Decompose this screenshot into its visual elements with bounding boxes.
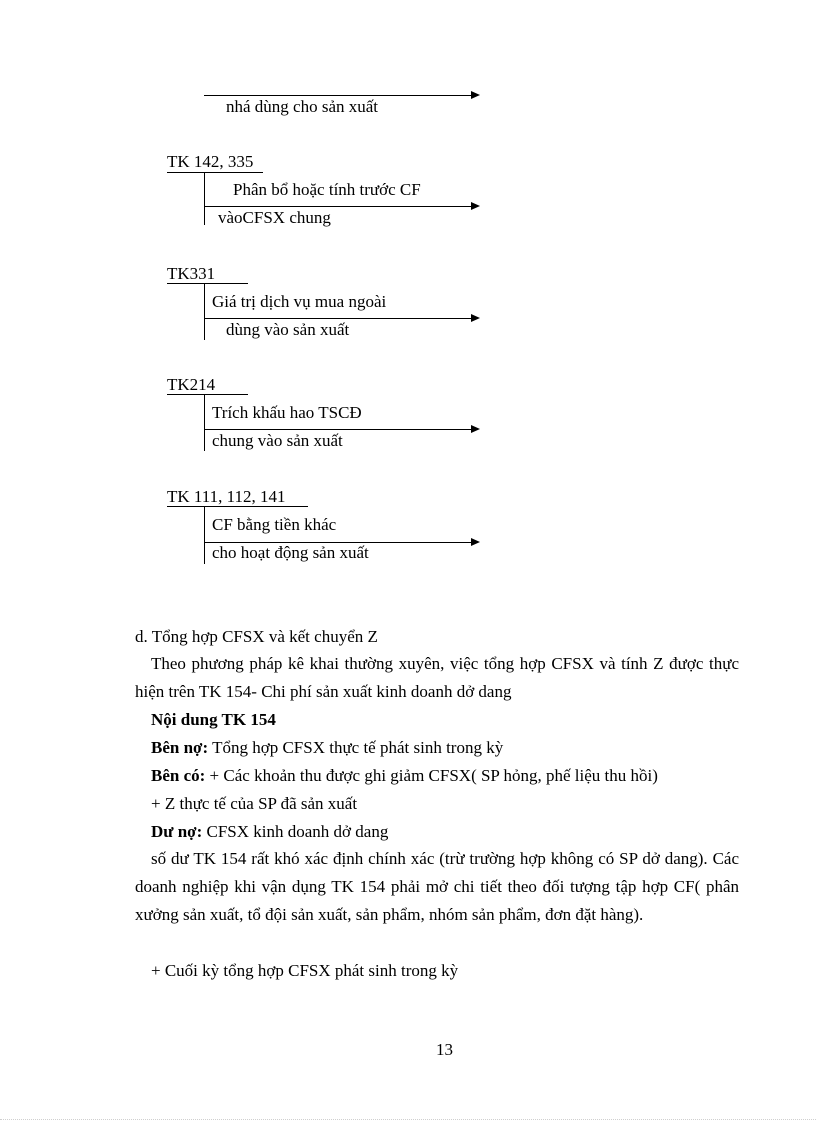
- account-stem: [204, 394, 205, 451]
- entry-line2: dùng vào sản xuất: [226, 320, 350, 339]
- account-underline: [167, 506, 308, 507]
- entry-line1: Phân bổ hoặc tính trước CF: [233, 180, 421, 199]
- arrow-head-icon: [471, 91, 480, 99]
- credit-label: Bên có:: [151, 766, 206, 785]
- debit-text: Tổng hợp CFSX thực tế phát sinh trong kỳ: [208, 738, 504, 757]
- account-underline: [167, 283, 248, 284]
- credit-line-2: + Z thực tế của SP đã sản xuất: [151, 794, 358, 813]
- content-title-text: Nội dung TK 154: [151, 710, 276, 729]
- account-stem: [204, 172, 205, 225]
- account-label: TK214: [167, 375, 216, 394]
- credit-text: + Các khoản thu được ghi giảm CFSX( SP hỏng, phế liệu thu hồi): [205, 766, 658, 785]
- arrow-head-icon: [471, 425, 480, 433]
- page-bottom-border: [0, 1119, 816, 1120]
- account-stem: [204, 283, 205, 340]
- credit-line: [151, 766, 658, 786]
- entry-line1: Trích khấu hao TSCĐ: [212, 403, 362, 422]
- account-label: TK 142, 335: [167, 152, 254, 171]
- entry-line2: vàoCFSX chung: [218, 208, 331, 227]
- entry-arrow-line: [204, 429, 472, 430]
- entry-line2: nhá dùng cho sản xuất: [226, 97, 379, 116]
- debit-line: [151, 738, 503, 758]
- account-stem: [204, 506, 205, 564]
- balance-text: CFSX kinh doanh dở dang: [202, 822, 389, 841]
- account-label: TK 111, 112, 141: [167, 487, 286, 506]
- debit-label: Bên nợ:: [151, 738, 209, 757]
- entry-arrow-line: [204, 318, 472, 319]
- entry-arrow-line: [204, 95, 472, 96]
- last-line: + Cuối kỳ tổng hợp CFSX phát sinh trong kỳ: [151, 961, 459, 980]
- entry-arrow-line: [204, 206, 472, 207]
- arrow-head-icon: [471, 538, 480, 546]
- page-number: 13: [436, 1040, 453, 1059]
- arrow-head-icon: [471, 202, 480, 210]
- entry-line2: chung vào sản xuất: [212, 431, 343, 450]
- balance-paragraph-text: số dư TK 154 rất khó xác định chính xác (trừ trường hợp không có SP dở dang). Các doanh nghiệp khi vận dụng TK 154 phải mở chi tiết theo đối tượng tập hợp CF( phân xưởng sản xuất, tổ đội sản xuất, sản phẩm, nhóm sản phẩm, đơn đặt hàng).: [135, 849, 739, 924]
- entry-line2: cho hoạt động sản xuất: [212, 543, 369, 562]
- intro-text: Theo phương pháp kê khai thường xuyên, việc tổng hợp CFSX và tính Z được thực hiện trên TK 154- Chi phí sản xuất kinh doanh dở dang: [135, 654, 739, 701]
- balance-label: Dư nợ:: [151, 822, 203, 841]
- entry-line1: Giá trị dịch vụ mua ngoài: [212, 292, 387, 311]
- balance-paragraph: [135, 845, 739, 929]
- entry-line1: CF bằng tiền khác: [212, 515, 337, 534]
- account-label: TK331: [167, 264, 216, 283]
- content-title: [151, 710, 276, 730]
- account-underline: [167, 394, 248, 395]
- balance-line: [151, 822, 388, 842]
- section-heading: d. Tổng hợp CFSX và kết chuyển Z: [135, 627, 378, 646]
- arrow-head-icon: [471, 314, 480, 322]
- intro-paragraph: [135, 650, 739, 706]
- account-underline: [167, 172, 263, 173]
